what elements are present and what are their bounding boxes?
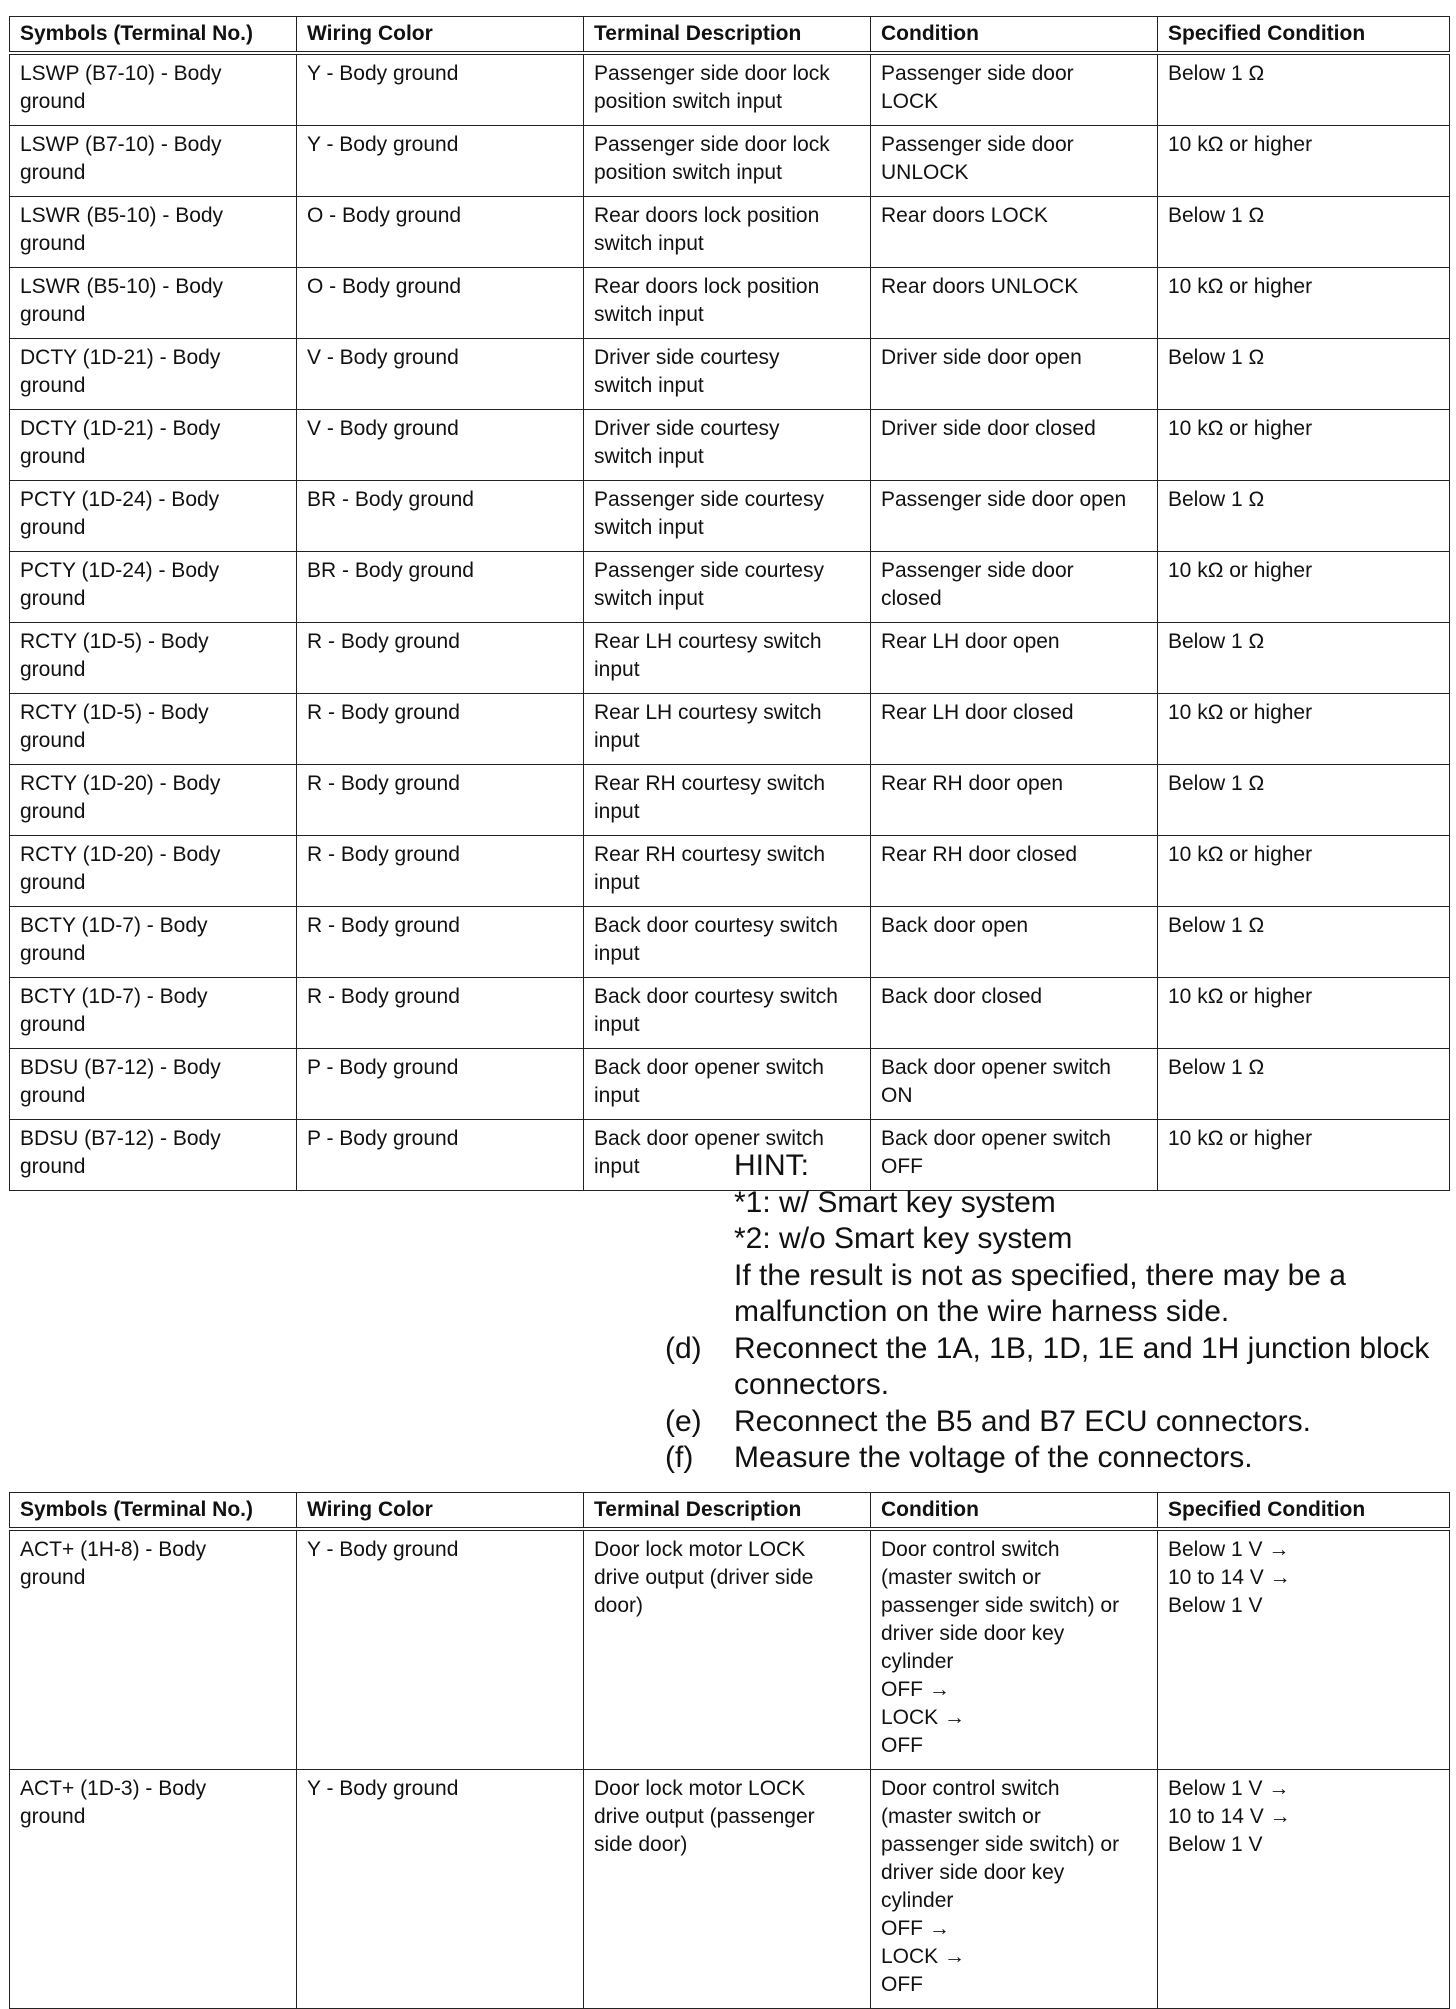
table-header-row <box>10 17 1450 54</box>
cell-condition: Back door opener switch OFF <box>871 1120 1158 1191</box>
cell-specified-condition: Below 1 Ω <box>1158 53 1450 126</box>
hint-title: HINT: <box>734 1149 809 1182</box>
cell-terminal-description: Passenger side door lock position switch input <box>584 126 871 197</box>
header-terminal-description: Terminal Description <box>584 17 871 54</box>
header-wiring-color: Wiring Color <box>297 17 584 54</box>
cell-symbols: DCTY (1D-21) - Body ground <box>10 339 297 410</box>
cell-terminal-description: Driver side courtesy switch input <box>584 410 871 481</box>
cell-symbols: LSWR (B5-10) - Body ground <box>10 197 297 268</box>
cell-symbols: RCTY (1D-20) - Body ground <box>10 765 297 836</box>
hint-line: *2: w/o Smart key system <box>734 1222 1073 1255</box>
cell-condition: Passenger side door closed <box>871 552 1158 623</box>
header-condition: Condition <box>871 1493 1158 1530</box>
step-label: (e) <box>665 1404 702 1438</box>
cell-specified-condition: Below 1 V → 10 to 14 V → Below 1 V <box>1158 1529 1450 1770</box>
table-row <box>10 1529 1450 1770</box>
cell-specified-condition: Below 1 Ω <box>1158 623 1450 694</box>
cell-symbols: ACT+ (1H-8) - Body ground <box>10 1529 297 1770</box>
cell-specified-condition: Below 1 Ω <box>1158 339 1450 410</box>
cell-wiring-color: P - Body ground <box>297 1120 584 1191</box>
cell-wiring-color: Y - Body ground <box>297 126 584 197</box>
cell-terminal-description: Passenger side door lock position switch input <box>584 53 871 126</box>
cell-specified-condition: 10 kΩ or higher <box>1158 694 1450 765</box>
header-condition: Condition <box>871 17 1158 54</box>
cell-terminal-description: Back door opener switch input <box>584 1049 871 1120</box>
step-text: Measure the voltage of the connectors. <box>734 1441 1253 1474</box>
cell-wiring-color: R - Body ground <box>297 623 584 694</box>
cell-terminal-description: Driver side courtesy switch input <box>584 339 871 410</box>
cell-terminal-description: Rear doors lock position switch input <box>584 197 871 268</box>
table-row <box>10 126 1450 197</box>
header-symbols: Symbols (Terminal No.) <box>10 1493 297 1530</box>
cell-terminal-description: Door lock motor LOCK drive output (passenger side door) <box>584 1770 871 2009</box>
cell-condition: Rear doors LOCK <box>871 197 1158 268</box>
cell-wiring-color: R - Body ground <box>297 978 584 1049</box>
procedure-notes <box>665 1148 1445 1477</box>
cell-condition: Rear LH door open <box>871 623 1158 694</box>
table-row <box>10 1770 1450 2009</box>
cell-terminal-description: Door lock motor LOCK drive output (driver side door) <box>584 1529 871 1770</box>
cell-condition: Passenger side door UNLOCK <box>871 126 1158 197</box>
table-row <box>10 339 1450 410</box>
step-label: (d) <box>665 1331 702 1365</box>
procedure-step <box>665 1404 1445 1441</box>
cell-symbols: LSWP (B7-10) - Body ground <box>10 53 297 126</box>
cell-specified-condition: 10 kΩ or higher <box>1158 410 1450 481</box>
table-row <box>10 836 1450 907</box>
header-terminal-description: Terminal Description <box>584 1493 871 1530</box>
cell-terminal-description: Rear RH courtesy switch input <box>584 836 871 907</box>
cell-condition: Back door open <box>871 907 1158 978</box>
cell-wiring-color: BR - Body ground <box>297 552 584 623</box>
cell-terminal-description: Rear LH courtesy switch input <box>584 623 871 694</box>
cell-symbols: ACT+ (1D-3) - Body ground <box>10 1770 297 2009</box>
cell-wiring-color: O - Body ground <box>297 197 584 268</box>
cell-symbols: BCTY (1D-7) - Body ground <box>10 978 297 1049</box>
cell-specified-condition: Below 1 Ω <box>1158 481 1450 552</box>
cell-specified-condition: 10 kΩ or higher <box>1158 126 1450 197</box>
step-label: (f) <box>665 1441 694 1474</box>
table-row <box>10 1049 1450 1120</box>
step-text: Reconnect the 1A, 1B, 1D, 1E and 1H junction block connectors. <box>734 1331 1430 1401</box>
cell-wiring-color: P - Body ground <box>297 1049 584 1120</box>
step-text: Reconnect the B5 and B7 ECU connectors. <box>734 1404 1312 1438</box>
cell-symbols: DCTY (1D-21) - Body ground <box>10 410 297 481</box>
table-header-row <box>10 1493 1450 1530</box>
cell-wiring-color: V - Body ground <box>297 339 584 410</box>
cell-terminal-description: Rear LH courtesy switch input <box>584 694 871 765</box>
table-row <box>10 410 1450 481</box>
cell-wiring-color: R - Body ground <box>297 694 584 765</box>
cell-condition: Rear RH door closed <box>871 836 1158 907</box>
cell-specified-condition: Below 1 V → 10 to 14 V → Below 1 V <box>1158 1770 1450 2009</box>
voltage-spec-table <box>9 1492 1450 2009</box>
cell-condition: Driver side door closed <box>871 410 1158 481</box>
cell-condition: Rear RH door open <box>871 765 1158 836</box>
cell-specified-condition: Below 1 Ω <box>1158 907 1450 978</box>
header-specified-condition: Specified Condition <box>1158 1493 1450 1530</box>
cell-symbols: LSWP (B7-10) - Body ground <box>10 126 297 197</box>
cell-specified-condition: 10 kΩ or higher <box>1158 978 1450 1049</box>
table-row <box>10 765 1450 836</box>
cell-specified-condition: Below 1 Ω <box>1158 197 1450 268</box>
cell-wiring-color: Y - Body ground <box>297 1770 584 2009</box>
cell-symbols: PCTY (1D-24) - Body ground <box>10 552 297 623</box>
cell-terminal-description: Rear doors lock position switch input <box>584 268 871 339</box>
cell-terminal-description: Back door courtesy switch input <box>584 907 871 978</box>
cell-condition: Back door opener switch ON <box>871 1049 1158 1120</box>
cell-symbols: RCTY (1D-5) - Body ground <box>10 694 297 765</box>
cell-wiring-color: R - Body ground <box>297 907 584 978</box>
cell-condition: Driver side door open <box>871 339 1158 410</box>
table-row <box>10 53 1450 126</box>
cell-symbols: BDSU (B7-12) - Body ground <box>10 1049 297 1120</box>
cell-symbols: LSWR (B5-10) - Body ground <box>10 268 297 339</box>
cell-terminal-description: Back door opener switch input <box>584 1120 871 1191</box>
table-row <box>10 481 1450 552</box>
cell-wiring-color: V - Body ground <box>297 410 584 481</box>
header-specified-condition: Specified Condition <box>1158 17 1450 54</box>
table-row <box>10 552 1450 623</box>
cell-wiring-color: R - Body ground <box>297 836 584 907</box>
cell-wiring-color: Y - Body ground <box>297 53 584 126</box>
cell-specified-condition: 10 kΩ or higher <box>1158 836 1450 907</box>
procedure-step <box>665 1440 1445 1477</box>
cell-condition: Door control switch (master switch or passenger side switch) or driver side door key cylinder OFF → LOCK → OFF <box>871 1770 1158 2009</box>
cell-specified-condition: 10 kΩ or higher <box>1158 268 1450 339</box>
cell-condition: Door control switch (master switch or passenger side switch) or driver side door key cylinder OFF → LOCK → OFF <box>871 1529 1158 1770</box>
cell-specified-condition: 10 kΩ or higher <box>1158 552 1450 623</box>
table-row <box>10 268 1450 339</box>
cell-terminal-description: Rear RH courtesy switch input <box>584 765 871 836</box>
table-row <box>10 978 1450 1049</box>
hint-line: If the result is not as specified, there may be a malfunction on the wire harness side. <box>734 1258 1346 1328</box>
cell-wiring-color: R - Body ground <box>297 765 584 836</box>
cell-wiring-color: Y - Body ground <box>297 1529 584 1770</box>
cell-symbols: RCTY (1D-5) - Body ground <box>10 623 297 694</box>
table-row <box>10 197 1450 268</box>
cell-specified-condition: Below 1 Ω <box>1158 1049 1450 1120</box>
procedure-step <box>665 1331 1445 1404</box>
cell-wiring-color: O - Body ground <box>297 268 584 339</box>
cell-terminal-description: Passenger side courtesy switch input <box>584 552 871 623</box>
table-row <box>10 623 1450 694</box>
cell-wiring-color: BR - Body ground <box>297 481 584 552</box>
cell-condition: Passenger side door open <box>871 481 1158 552</box>
cell-symbols: RCTY (1D-20) - Body ground <box>10 836 297 907</box>
table-row <box>10 694 1450 765</box>
cell-symbols: BCTY (1D-7) - Body ground <box>10 907 297 978</box>
cell-terminal-description: Back door courtesy switch input <box>584 978 871 1049</box>
cell-terminal-description: Passenger side courtesy switch input <box>584 481 871 552</box>
cell-specified-condition: Below 1 Ω <box>1158 765 1450 836</box>
resistance-spec-table <box>9 16 1450 1191</box>
header-wiring-color: Wiring Color <box>297 1493 584 1530</box>
cell-condition: Rear doors UNLOCK <box>871 268 1158 339</box>
hint-block <box>665 1148 1445 1185</box>
hint-line: *1: w/ Smart key system <box>734 1185 1056 1219</box>
cell-specified-condition: 10 kΩ or higher <box>1158 1120 1450 1191</box>
header-symbols: Symbols (Terminal No.) <box>10 17 297 54</box>
cell-condition: Rear LH door closed <box>871 694 1158 765</box>
cell-symbols: PCTY (1D-24) - Body ground <box>10 481 297 552</box>
table-row <box>10 907 1450 978</box>
cell-symbols: BDSU (B7-12) - Body ground <box>10 1120 297 1191</box>
cell-condition: Passenger side door LOCK <box>871 53 1158 126</box>
cell-condition: Back door closed <box>871 978 1158 1049</box>
